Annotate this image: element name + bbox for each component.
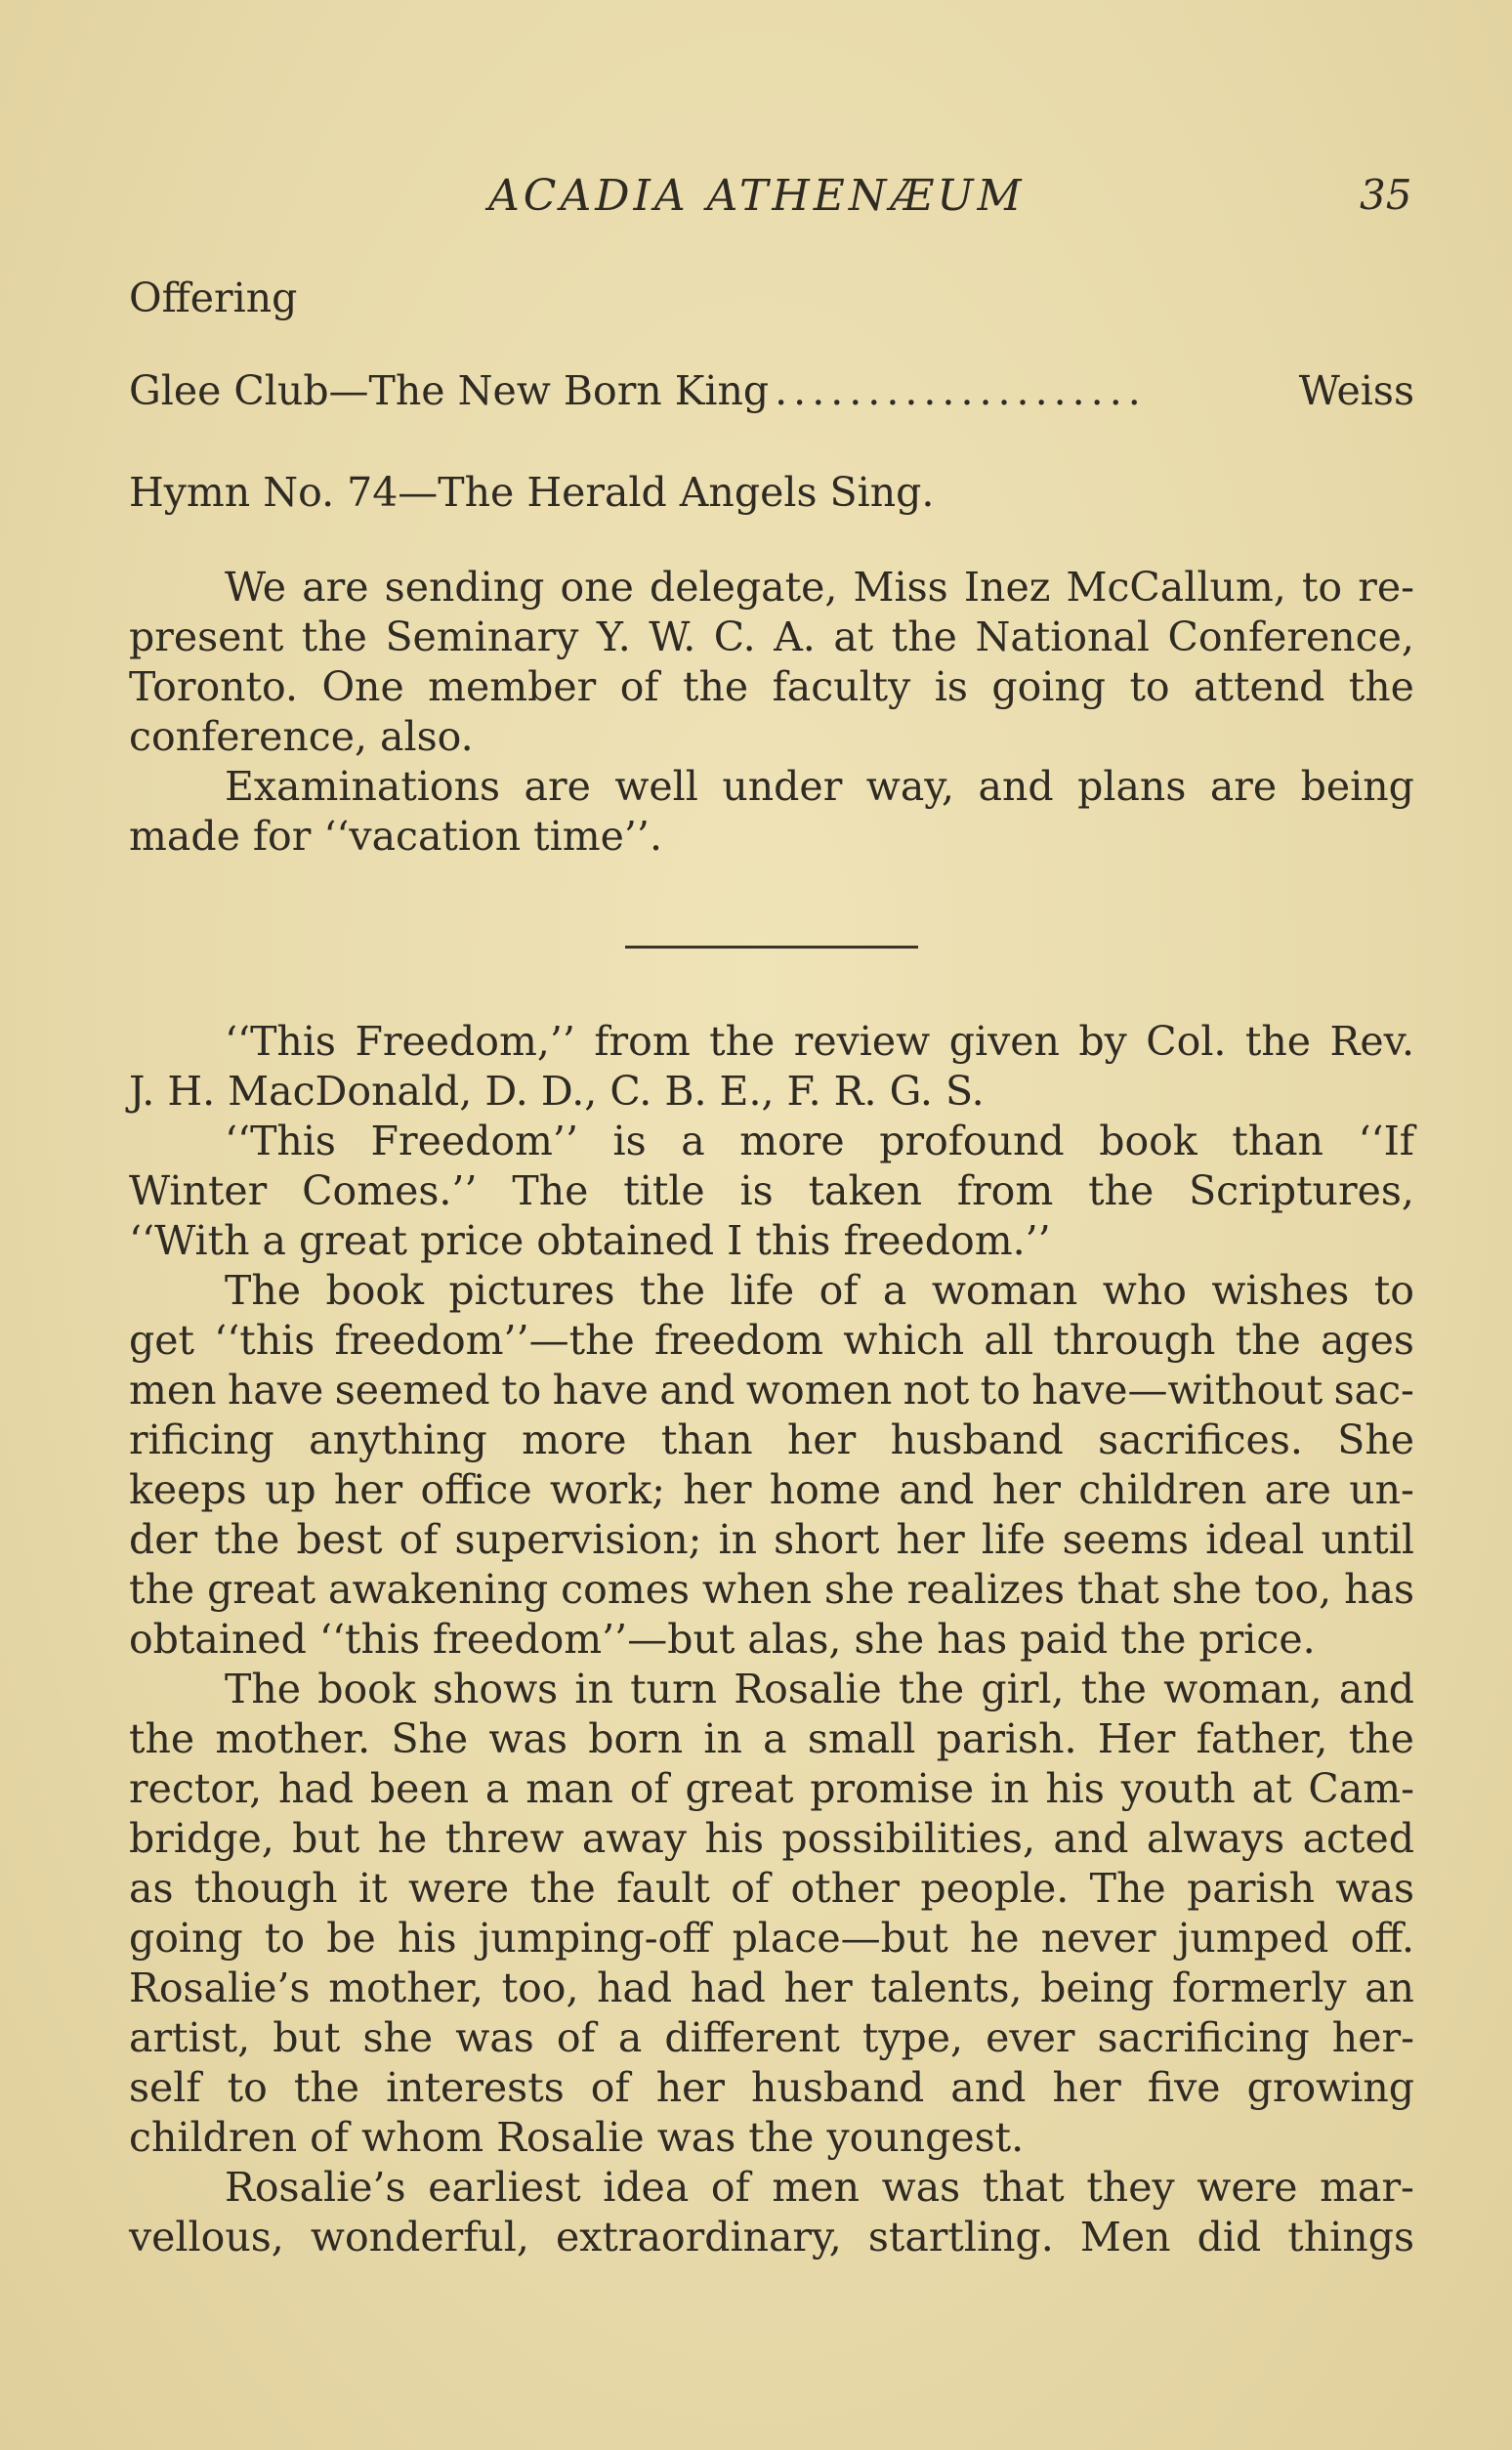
text-line: the mother. She was born in a small parish. Her father, the xyxy=(129,1715,1414,1762)
running-head xyxy=(0,171,1512,230)
text-line: obtained ‘‘this freedom’’—but alas, she has paid the price. xyxy=(129,1616,1316,1663)
program-offering xyxy=(129,274,1414,323)
text-line: Rosalie’s earliest idea of men was that they were mar- xyxy=(225,2164,1414,2211)
glee-club-composer: Weiss xyxy=(1298,367,1414,414)
text-line: ‘‘This Freedom,’’ from the review given by Col. the Rev. xyxy=(225,1018,1414,1065)
text-line: Winter Comes.’’ The title is taken from the Scriptures, xyxy=(129,1167,1414,1214)
text-line: get ‘‘this freedom’’—the freedom which all through the ages xyxy=(129,1317,1414,1364)
text-line: vellous, wonderful, extraordinary, startling. Men did things xyxy=(129,2214,1414,2260)
dot-leader: .................... xyxy=(775,367,1147,414)
text-line: present the Seminary Y. W. C. A. at the National Conference, xyxy=(129,613,1414,660)
review-paragraph-3 xyxy=(129,1665,1414,2163)
text-line: going to be his jumping-off place—but he never jumped off. xyxy=(129,1915,1414,1962)
review-paragraph-4 xyxy=(129,2163,1414,2262)
review-intro xyxy=(129,1017,1414,1117)
text-line: J. H. MacDonald, D. D., C. B. E., F. R. G. S. xyxy=(129,1068,985,1115)
divider-rule xyxy=(625,946,918,949)
text-line: children of whom Rosalie was the youngest. xyxy=(129,2114,1025,2161)
text-line: self to the interests of her husband and her five growing xyxy=(129,2064,1414,2111)
program-item-offering: Offering xyxy=(129,275,298,321)
text-line: ‘‘This Freedom’’ is a more profound book than ‘‘If xyxy=(225,1118,1414,1164)
page-number: 35 xyxy=(1360,171,1412,219)
text-line: Toronto. One member of the faculty is going to attend the xyxy=(129,663,1414,710)
text-line: keeps up her office work; her home and her children are un- xyxy=(129,1466,1414,1513)
program-glee-club xyxy=(129,366,1414,416)
text-line: ‘‘With a great price obtained I this freedom.’’ xyxy=(129,1217,1051,1264)
seminary-paragraph-2 xyxy=(129,762,1414,862)
text-line: artist, but she was of a different type, ever sacrificing her- xyxy=(129,2014,1414,2061)
review-paragraph-1 xyxy=(129,1117,1414,1266)
running-title: ACADIA ATHENÆUM xyxy=(488,171,1026,221)
program-item-glee-club xyxy=(129,366,1414,416)
text-line: Examinations are well under way, and plans are being xyxy=(225,763,1414,810)
text-line: rificing anything more than her husband sacrifices. She xyxy=(129,1416,1414,1463)
text-line: We are sending one delegate, Miss Inez McCallum, to re- xyxy=(225,564,1414,611)
page-body xyxy=(129,264,1414,2262)
glee-club-title: Glee Club—The New Born King xyxy=(129,367,770,414)
text-line: conference, also. xyxy=(129,713,474,760)
text-line: The book shows in turn Rosalie the girl, the woman, and xyxy=(225,1666,1414,1712)
text-line: rector, had been a man of great promise in his youth at Cam- xyxy=(129,1765,1414,1812)
text-line: The book pictures the life of a woman who wishes to xyxy=(225,1267,1414,1314)
seminary-paragraph-1 xyxy=(129,563,1414,762)
text-line: as though it were the fault of other people. The parish was xyxy=(129,1865,1414,1912)
review-paragraph-2 xyxy=(129,1266,1414,1665)
text-line: the great awakening comes when she realizes that she too, has xyxy=(129,1566,1414,1613)
text-line: bridge, but he threw away his possibilities, and always acted xyxy=(129,1815,1414,1862)
text-line: men have seemed to have and women not to have—without sac- xyxy=(129,1367,1414,1414)
program-item-hymn: Hymn No. 74—The Herald Angels Sing. xyxy=(129,469,935,516)
section-divider xyxy=(129,946,1414,949)
program-hymn xyxy=(129,468,1414,518)
text-line: Rosalie’s mother, too, had had her talents, being formerly an xyxy=(129,1964,1414,2011)
text-line: der the best of supervision; in short her life seems ideal until xyxy=(129,1516,1414,1563)
text-line: made for ‘‘vacation time’’. xyxy=(129,813,662,860)
